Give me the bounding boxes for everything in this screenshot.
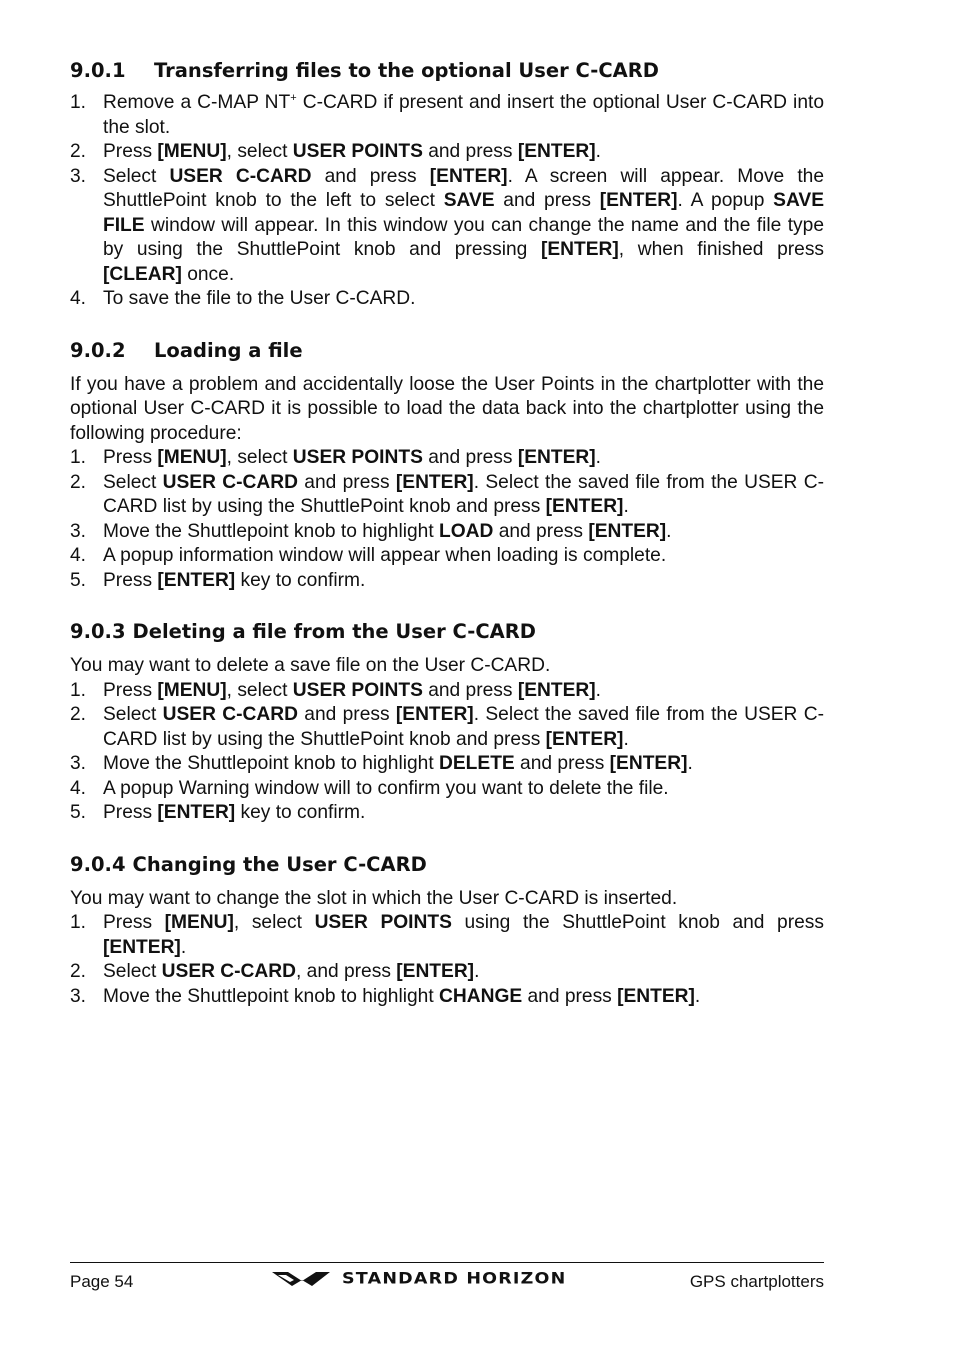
step-text: Press xyxy=(103,569,158,591)
menu-label: CHANGE xyxy=(439,985,523,1007)
superscript: + xyxy=(290,92,297,104)
step-number: 1. xyxy=(70,447,87,468)
step-text: Press xyxy=(103,802,158,823)
step-text: Move the Shuttlepoint knob to highlight xyxy=(103,985,440,1007)
key-label: [ENTER] xyxy=(517,141,596,162)
step-text: Select xyxy=(103,961,162,982)
section-heading xyxy=(70,850,824,880)
key-label: [ENTER] xyxy=(545,728,624,750)
list-item xyxy=(70,446,824,471)
list-item xyxy=(70,287,824,312)
step-text: C-CARD if present and insert the optional User C-CARD into the slot. xyxy=(103,92,824,138)
step-text: Move the Shuttlepoint knob to highlight xyxy=(103,753,440,774)
step-text: Press xyxy=(103,679,158,701)
list-item xyxy=(70,569,824,594)
step-number: 1. xyxy=(70,912,87,933)
key-label: [ENTER] xyxy=(395,471,474,493)
section-title: Deleting a file from the User C-CARD xyxy=(132,620,536,643)
step-number: 3. xyxy=(70,753,87,774)
step-text: and press xyxy=(422,141,518,162)
list-item xyxy=(70,985,824,1010)
step-text: . xyxy=(474,961,480,982)
key-label: [ENTER] xyxy=(545,496,624,517)
brand-name: STANDARD HORIZON xyxy=(342,1270,567,1288)
step-number: 2. xyxy=(70,704,87,725)
step-text: , select xyxy=(226,447,293,468)
key-label: [ENTER] xyxy=(609,753,688,774)
step-number: 2. xyxy=(70,141,87,162)
menu-label: USER C-CARD xyxy=(162,471,298,493)
step-text: . xyxy=(687,753,693,774)
step-text: and press xyxy=(297,704,396,725)
section-title: Transferring files to the optional User C-CARD xyxy=(154,59,659,82)
menu-label: USER POINTS xyxy=(292,679,423,701)
brand-logo xyxy=(272,1268,566,1290)
step-text: Press xyxy=(103,447,158,468)
key-label: [ENTER] xyxy=(517,679,596,701)
key-label: [MENU] xyxy=(157,141,227,162)
section-number: 9.0.1 xyxy=(70,59,126,82)
key-label: [MENU] xyxy=(164,912,234,933)
steps-list xyxy=(70,911,824,1009)
footer-divider xyxy=(70,1262,824,1263)
steps-list xyxy=(70,679,824,826)
key-label: [ENTER] xyxy=(588,520,667,542)
step-text: . xyxy=(623,728,629,750)
step-text: , when finished press xyxy=(618,239,825,260)
menu-label: SAVE FILE xyxy=(103,190,824,236)
key-label: [ENTER] xyxy=(540,239,619,260)
key-label: [CLEAR] xyxy=(103,263,182,285)
section-9-0-2 xyxy=(70,336,824,594)
step-text: . xyxy=(595,141,601,162)
section-intro: You may want to change the slot in which the User C-CARD is inserted. xyxy=(70,887,678,909)
step-text: and press xyxy=(297,471,396,493)
menu-label: USER POINTS xyxy=(292,141,423,162)
list-item xyxy=(70,801,824,826)
step-number: 4. xyxy=(70,288,87,309)
step-text: . xyxy=(694,985,701,1007)
step-text: key to confirm. xyxy=(235,569,366,591)
step-number: 3. xyxy=(70,520,87,542)
page-footer xyxy=(70,1268,824,1298)
list-item xyxy=(70,520,824,545)
section-9-0-4 xyxy=(70,850,824,1010)
key-label: [MENU] xyxy=(157,447,227,468)
list-item xyxy=(70,911,824,960)
step-text: Press xyxy=(103,141,158,162)
section-title: Loading a file xyxy=(154,338,303,362)
step-text: . xyxy=(666,520,672,542)
key-label: [ENTER] xyxy=(517,447,596,468)
steps-list xyxy=(70,446,824,593)
step-text: and press xyxy=(514,753,610,774)
step-text: . xyxy=(595,679,601,701)
step-text: Select xyxy=(103,471,163,493)
key-label: [MENU] xyxy=(157,679,227,701)
section-intro: You may want to delete a save file on the User C-CARD. xyxy=(70,655,551,676)
step-number: 1. xyxy=(70,679,87,701)
key-label: [ENTER] xyxy=(396,961,475,982)
key-label: [ENTER] xyxy=(599,190,678,211)
list-item xyxy=(70,679,824,704)
step-number: 2. xyxy=(70,961,87,982)
step-number: 5. xyxy=(70,569,87,591)
step-number: 3. xyxy=(70,165,87,187)
step-text: . xyxy=(623,496,629,517)
step-text: . A screen will appear. Move the ShuttlePoint knob to the left to select xyxy=(103,165,824,211)
step-text: Move the Shuttlepoint knob to highlight xyxy=(103,520,440,542)
page-number: Page 54 xyxy=(70,1272,134,1291)
step-number: 4. xyxy=(70,545,87,566)
list-item xyxy=(70,91,824,140)
step-text: . A popup xyxy=(677,190,774,211)
section-title: Changing the User C-CARD xyxy=(132,852,427,876)
section-number: 9.0.3 xyxy=(70,620,126,643)
list-item xyxy=(70,471,824,520)
section-number: 9.0.4 xyxy=(70,852,126,876)
step-text: , select xyxy=(233,912,315,933)
key-label: [ENTER] xyxy=(617,985,695,1007)
list-item xyxy=(70,140,824,165)
section-heading xyxy=(70,617,824,647)
step-text: . xyxy=(180,936,187,958)
menu-label: USER POINTS xyxy=(292,447,423,468)
step-text: key to confirm. xyxy=(235,802,366,823)
key-label: [ENTER] xyxy=(103,936,181,958)
document-page xyxy=(70,56,824,1033)
section-9-0-1 xyxy=(70,56,824,312)
step-text: using the ShuttlePoint knob and press xyxy=(451,912,824,933)
step-text: Remove a C-MAP NT xyxy=(103,92,291,113)
step-number: 2. xyxy=(70,471,87,493)
section-number: 9.0.2 xyxy=(70,338,126,362)
step-text: and press xyxy=(311,165,430,187)
menu-label: DELETE xyxy=(439,753,515,774)
step-text: and press xyxy=(422,447,518,468)
step-text: . Select the saved file from the USER C-CARD list by using the ShuttlePoint knob and press xyxy=(103,471,824,517)
step-text: and press xyxy=(494,190,600,211)
step-text: A popup information window will appear when loading is complete. xyxy=(103,545,667,566)
step-text: . xyxy=(595,447,601,468)
step-number: 1. xyxy=(70,92,87,113)
step-number: 4. xyxy=(70,777,87,799)
step-text: Select xyxy=(103,704,163,725)
step-text: , and press xyxy=(295,961,397,982)
key-label: [ENTER] xyxy=(395,704,474,725)
step-number: 5. xyxy=(70,802,87,823)
list-item xyxy=(70,544,824,569)
step-text: To save the file to the User C-CARD. xyxy=(103,288,416,309)
section-heading xyxy=(70,56,824,86)
menu-label: USER C-CARD xyxy=(169,165,312,187)
step-number: 3. xyxy=(70,985,87,1007)
step-text: Press xyxy=(103,912,165,933)
list-item xyxy=(70,777,824,802)
menu-label: USER C-CARD xyxy=(162,704,298,725)
step-text: window will appear. In this window you can change the name and the file type by using the ShuttlePoint knob and pressing xyxy=(103,214,824,260)
list-item xyxy=(70,960,824,985)
step-text: and press xyxy=(493,520,589,542)
menu-label: USER POINTS xyxy=(314,912,452,933)
list-item xyxy=(70,752,824,777)
step-text: Select xyxy=(103,165,170,187)
key-label: [ENTER] xyxy=(429,165,508,187)
menu-label: LOAD xyxy=(439,520,494,542)
key-label: [ENTER] xyxy=(157,569,236,591)
key-label: [ENTER] xyxy=(157,802,236,823)
menu-label: USER C-CARD xyxy=(161,961,296,982)
list-item xyxy=(70,165,824,288)
step-text: and press xyxy=(522,985,618,1007)
footer-product: GPS chartplotters xyxy=(689,1272,824,1291)
section-9-0-3 xyxy=(70,617,824,826)
section-heading xyxy=(70,336,824,366)
list-item xyxy=(70,703,824,752)
step-text: , select xyxy=(226,679,293,701)
section-intro: If you have a problem and accidentally loose the User Points in the chartplotter with the optional User C-CARD it is possible to load the data back into the chartplotter using the following procedure: xyxy=(70,373,824,444)
step-text: , select xyxy=(226,141,293,162)
menu-label: SAVE xyxy=(443,190,495,211)
step-text: once. xyxy=(181,263,235,285)
steps-list xyxy=(70,91,824,312)
standard-horizon-wave-logo-icon xyxy=(272,1270,330,1288)
step-text: . Select the saved file from the USER C-CARD list by using the ShuttlePoint knob and press xyxy=(103,704,824,750)
step-text: and press xyxy=(422,679,518,701)
step-text: A popup Warning window will to confirm you want to delete the file. xyxy=(103,777,669,799)
